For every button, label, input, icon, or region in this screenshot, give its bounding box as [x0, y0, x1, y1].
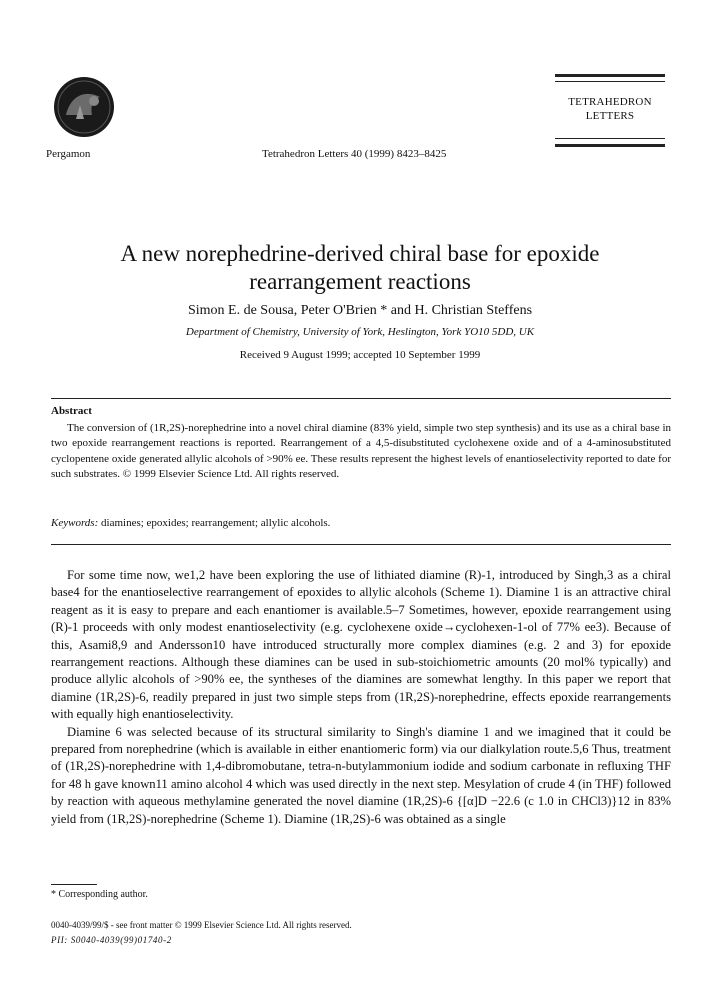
body-text: [51, 567, 671, 828]
abstract-rule-bottom: [51, 544, 671, 545]
journal-name-line1: TETRAHEDRON: [568, 96, 652, 108]
abstract-text: The conversion of (1R,2S)-norephedrine into a novel chiral diamine (83% yield, simple two step synthesis) and its use as a chiral base in two epoxide rearrangement reactions is reported. Rearrangement of a 4,5-disubstituted cyclohexene oxide and of a 4-aminosubstituted cyclopentene oxide generated allylic alcohols of >90% ee. These results represent the highest levels of enantioselectivity reported to date for such substrates. © 1999 Elsevier Science Ltd. All rights reserved.: [51, 422, 671, 481]
header-rule-bottom-thin: [555, 138, 665, 139]
journal-name-line2: LETTERS: [585, 110, 635, 122]
copyright-line: 0040-4039/99/$ - see front matter © 1999 Elsevier Science Ltd. All rights reserved.: [51, 920, 352, 930]
publisher-logo: [50, 75, 118, 139]
journal-reference: Tetrahedron Letters 40 (1999) 8423–8425: [262, 148, 447, 160]
received-dates: Received 9 August 1999; accepted 10 September 1999: [239, 349, 481, 361]
affiliation: Department of Chemistry, University of York, Heslington, York YO10 5DD, UK: [185, 326, 535, 338]
article-title-line1: A new norephedrine-derived chiral base for epoxide: [120, 241, 600, 266]
keywords: [51, 517, 671, 529]
abstract-rule-top: [51, 398, 671, 399]
keywords-list: diamines; epoxides; rearrangement; allylic alcohols.: [101, 517, 331, 529]
article-title-line2: rearrangement reactions: [249, 269, 471, 294]
pii-line: PII: S0040-4039(99)01740-2: [51, 935, 172, 945]
publisher-name: Pergamon: [46, 148, 91, 160]
header-rule-top: [555, 74, 665, 77]
journal-name: [555, 95, 665, 123]
abstract-heading: Abstract: [51, 405, 92, 417]
author-list: Simon E. de Sousa, Peter O'Brien * and H. Christian Steffens: [187, 303, 533, 318]
footnote-rule: [51, 884, 97, 885]
body-paragraph: Diamine 6 was selected because of its structural similarity to Singh's diamine 1 and we imagined that it could be prepared from norephedrine (which is available in either enantiomeric form) via our dialkylation route.5,6 Thus, treatment of (1R,2S)-norephedrine with 1,4-dibromobutane, tetra-n-butylammonium iodide and sodium carbonate in refluxing THF for 48 h gave known11 amino alcohol 4 which was used directly in the next step. Mesylation of crude 4 (in THF) followed by reaction with aqueous methylamine generated the novel diamine (1R,2S)-6 {[α]D −22.6 (c 1.0 in CHCl3)}12 in 83% yield from (1R,2S)-norephedrine (Scheme 1). Diamine (1R,2S)-6 was obtained as a single: [51, 724, 671, 826]
body-paragraph: For some time now, we1,2 have been exploring the use of lithiated diamine (R)-1, introduced by Singh,3 as a chiral base4 for the enantioselective rearrangement of epoxides to allylic alcohols (Scheme 1). Diamine 1 is an attractive chiral reagent as it is easy to prepare and each enantiomer is available.5–7 Sometimes, however, epoxide rearrangement using (R)-1 proceeds with only modest enantioselectivity (e.g. cyclohexene oxide→cyclohexen-1-ol of 77% ee3). Because of this, Asami8,9 and Andersson10 have introduced structurally more complex diamines (e.g. 2 and 3) for epoxide rearrangement reactions. Although these diamines can be used in sub-stoichiometric amounts (20 mol% typically) and produce allylic alcohols of >90% ee, the syntheses of the diamines are somewhat lengthy. In this paper we report that diamine (1R,2S)-6, readily prepared in just two simple steps from (1R,2S)-norephedrine, effects epoxide rearrangements with equally high enantioselectivity.: [51, 568, 671, 722]
keywords-label: Keywords:: [51, 517, 99, 529]
header-rule-top-thin: [555, 81, 665, 82]
footnote: * Corresponding author.: [51, 889, 148, 900]
header-rule-bottom: [555, 144, 665, 147]
article-title: [60, 240, 660, 296]
